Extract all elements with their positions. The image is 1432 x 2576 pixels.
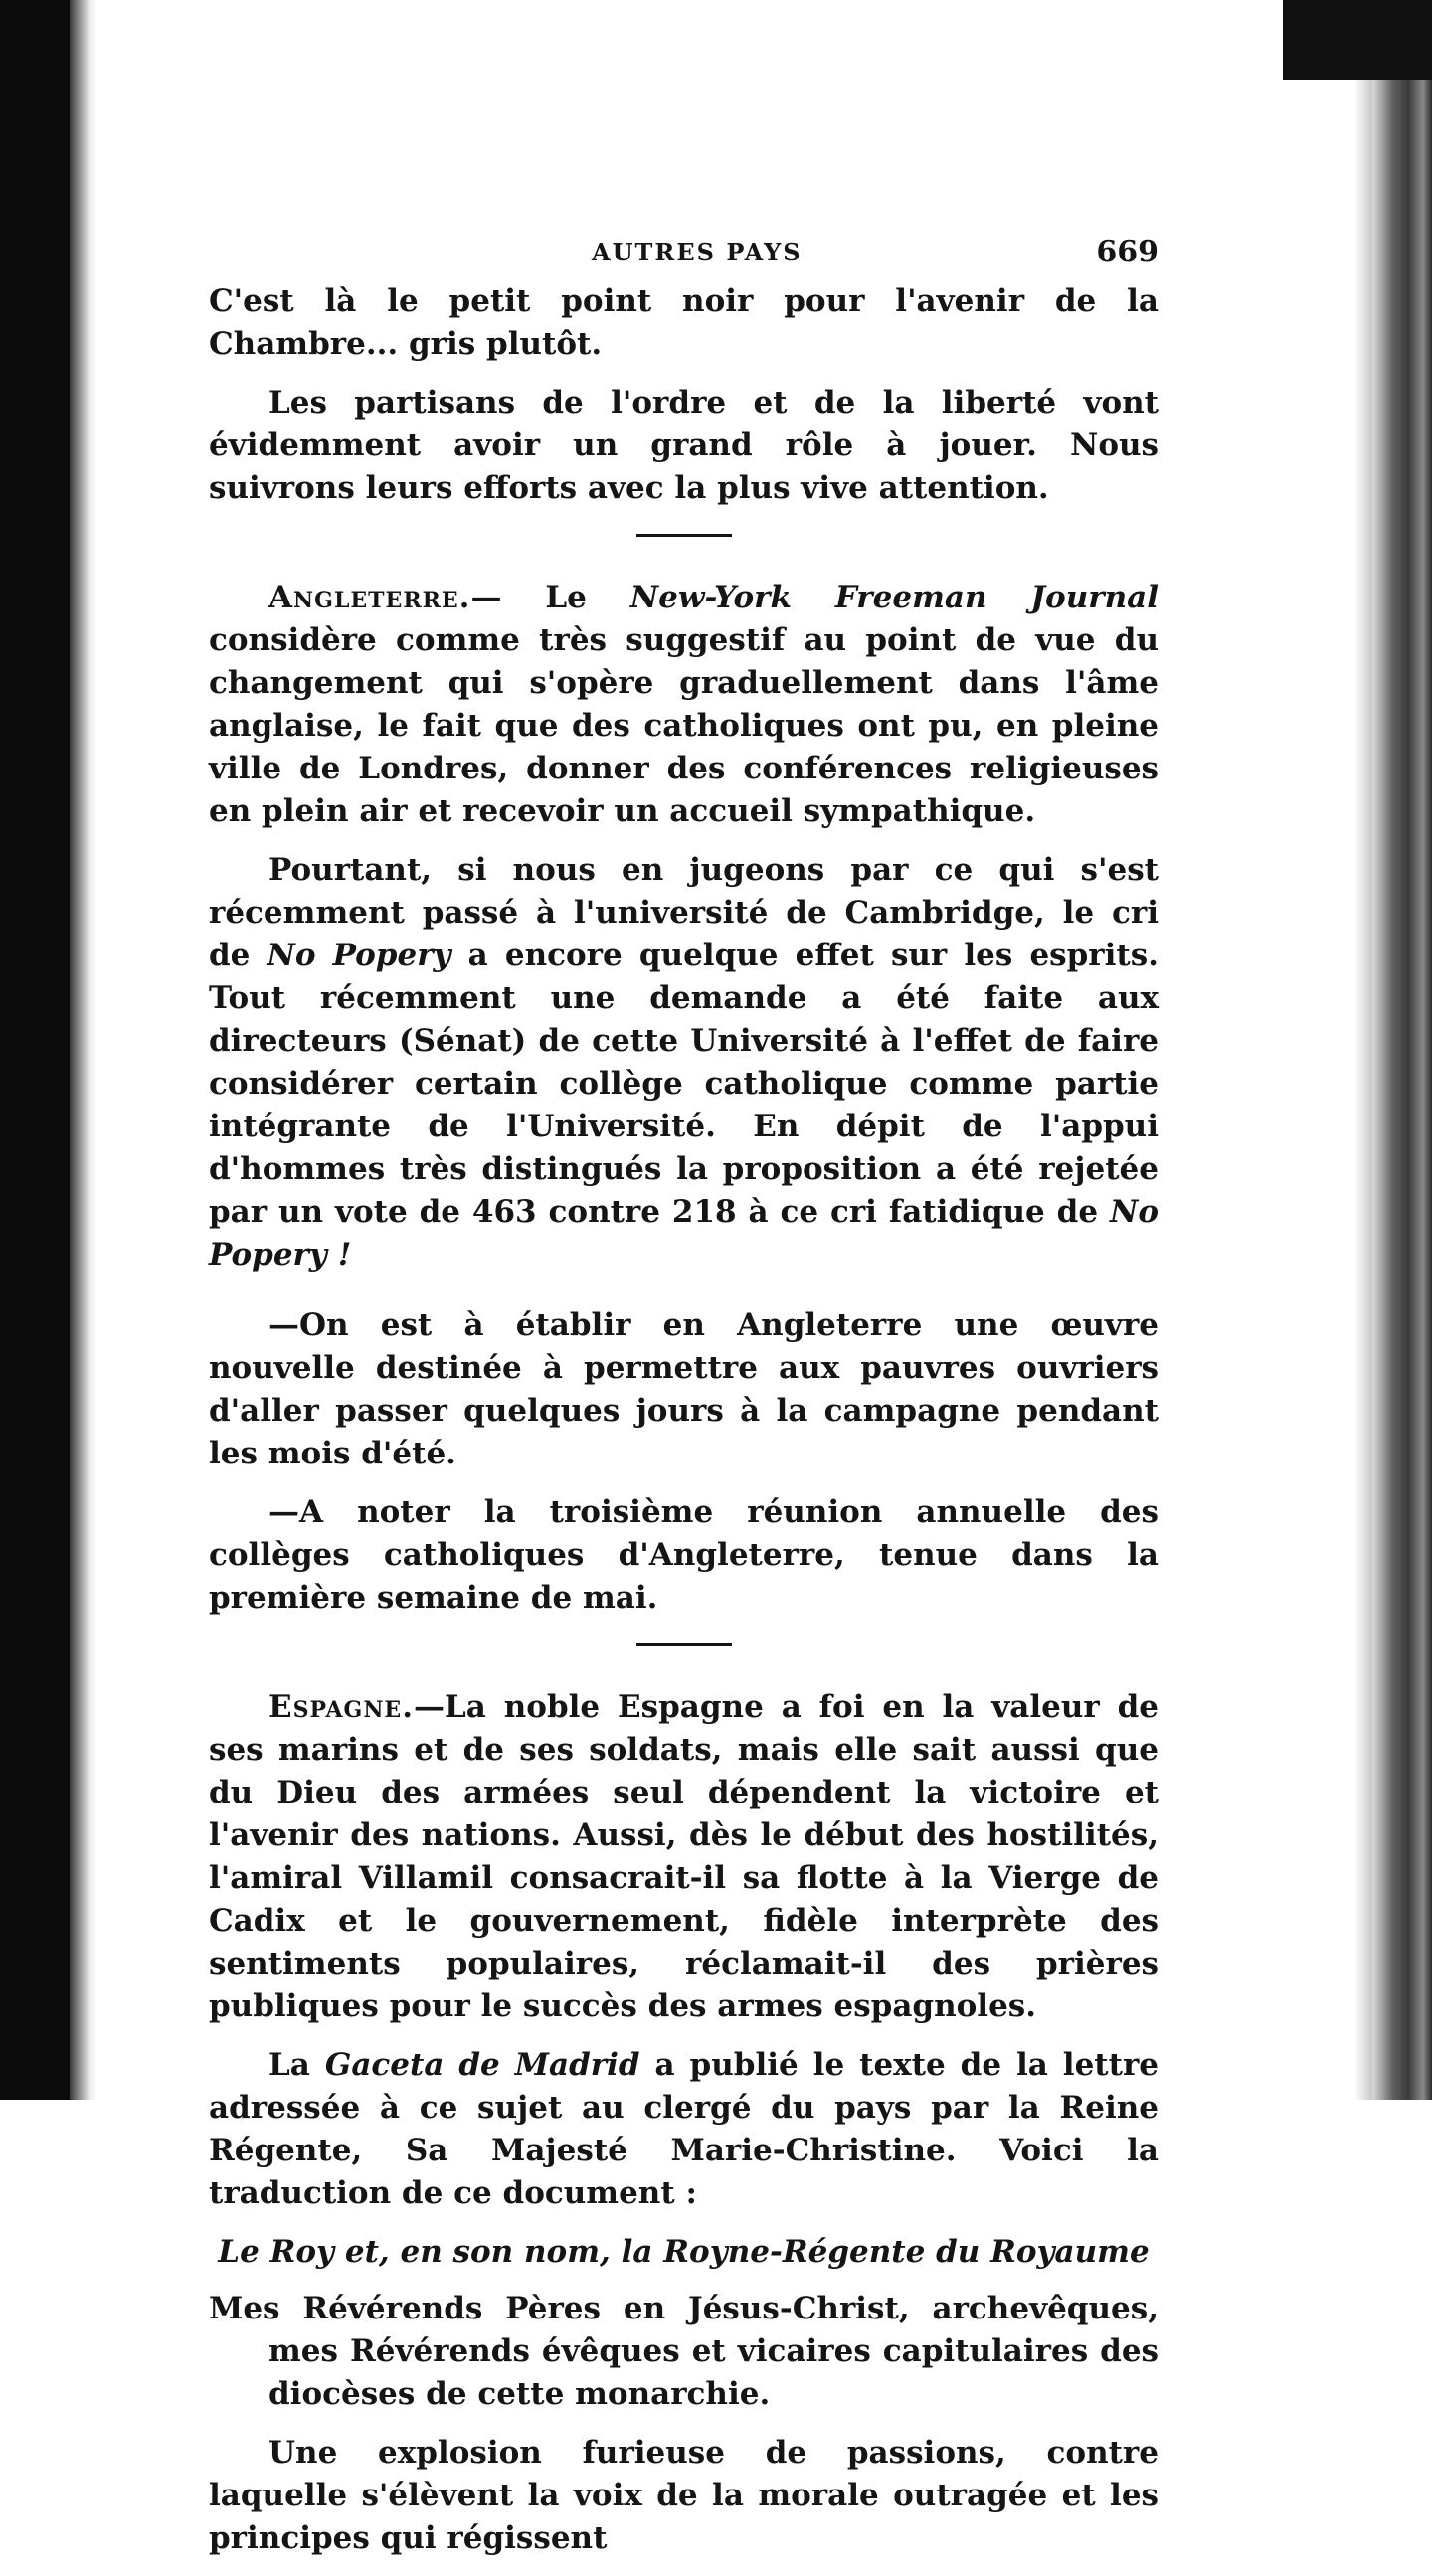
scan-left-edge (0, 0, 70, 2100)
journal-title: New-York Freeman Journal (629, 580, 1160, 615)
paragraph-explosion: Une explosion furieuse de passions, contre laquelle s'élèvent la voix de la morale outragée et les principes qui régissent (209, 2435, 1159, 2556)
scan-right-edge (1372, 0, 1432, 2100)
letter-salutation: Mes Révérends Pères en Jésus-Christ, archevêques, mes Révérends évêques et vicaires capitulaires des diocèses de cette monarchie. (209, 2291, 1159, 2412)
book-page (209, 231, 1159, 2576)
newspaper-title: Gaceta de Madrid (324, 2047, 640, 2083)
section-divider (636, 534, 732, 537)
section-heading-espagne: Espagne. (268, 1689, 414, 1725)
no-popery-phrase-end: No Popery ! (209, 1194, 1159, 1273)
scan-top-right-corner (1283, 0, 1432, 80)
section-divider-2 (636, 1643, 732, 1646)
scan-right-shadow (1354, 0, 1372, 2100)
page-number: 669 (1096, 235, 1159, 269)
scan-left-shadow (70, 0, 97, 2100)
paragraph-chambre: C'est là le petit point noir pour l'avenir de la Chambre... gris plutôt. (209, 283, 1159, 362)
paragraph-colleges: —A noter la troisième réunion annuelle des collèges catholiques d'Angleterre, tenue dans la première semaine de mai. (209, 1494, 1159, 1616)
paragraph-partisans: Les partisans de l'ordre et de la liberté vont évidemment avoir un grand rôle à jouer. Nous suivrons leurs efforts avec la plus vive attention. (209, 385, 1159, 506)
paragraph-angleterre: Angleterre.— Le New-York Freeman Journal considère comme très suggestif au point de vue du changement qui s'opère graduellement dans l'âme anglaise, le fait que des catholiques ont pu, en pleine ville de Londres, donner des conférences religieuses en plein air et recevoir un accueil sympathique. (209, 580, 1160, 829)
no-popery-phrase: No Popery (267, 938, 451, 973)
paragraph-espagne: Espagne.—La noble Espagne a foi en la valeur de ses marins et de ses soldats, mais elle sait aussi que du Dieu des armées seul dépendent la victoire et l'avenir des nations. Aussi, dès le début des hostilités, l'amiral Villamil consacrait-il sa flotte à la Vierge de Cadix et le gouvernement, fidèle interprète des sentiments populaires, réclamait-il des prières publiques pour le succès des armes espagnoles. (209, 1689, 1159, 2024)
running-head: AUTRES PAYS (592, 238, 803, 266)
letter-heading: Le Roy et, en son nom, la Royne-Régente du Royaume (218, 2234, 1150, 2270)
paragraph-gaceta: La Gaceta de Madrid a publié le texte de la lettre adressée à ce sujet au clergé du pays par la Reine Régente, Sa Majesté Marie-Christine. Voici la traduction de ce document : (209, 2047, 1159, 2211)
paragraph-oeuvre: —On est à établir en Angleterre une œuvre nouvelle destinée à permettre aux pauvres ouvriers d'aller passer quelques jours à la campagne pendant les mois d'été. (209, 1307, 1159, 1471)
page-header (209, 231, 1159, 274)
section-heading-angleterre: Angleterre. (268, 580, 471, 615)
paragraph-cambridge: Pourtant, si nous en jugeons par ce qui s'est récemment passé à l'université de Cambridge, le cri de No Popery a encore quelque effet sur les esprits. Tout récemment une demande a été faite aux directeurs (Sénat) de cette Université à l'effet de faire considérer certain collège catholique comme partie intégrante de l'Université. En dépit de l'appui d'hommes très distingués la proposition a été rejetée par un vote de 463 contre 218 à ce cri fatidique de No Popery ! (209, 852, 1159, 1273)
